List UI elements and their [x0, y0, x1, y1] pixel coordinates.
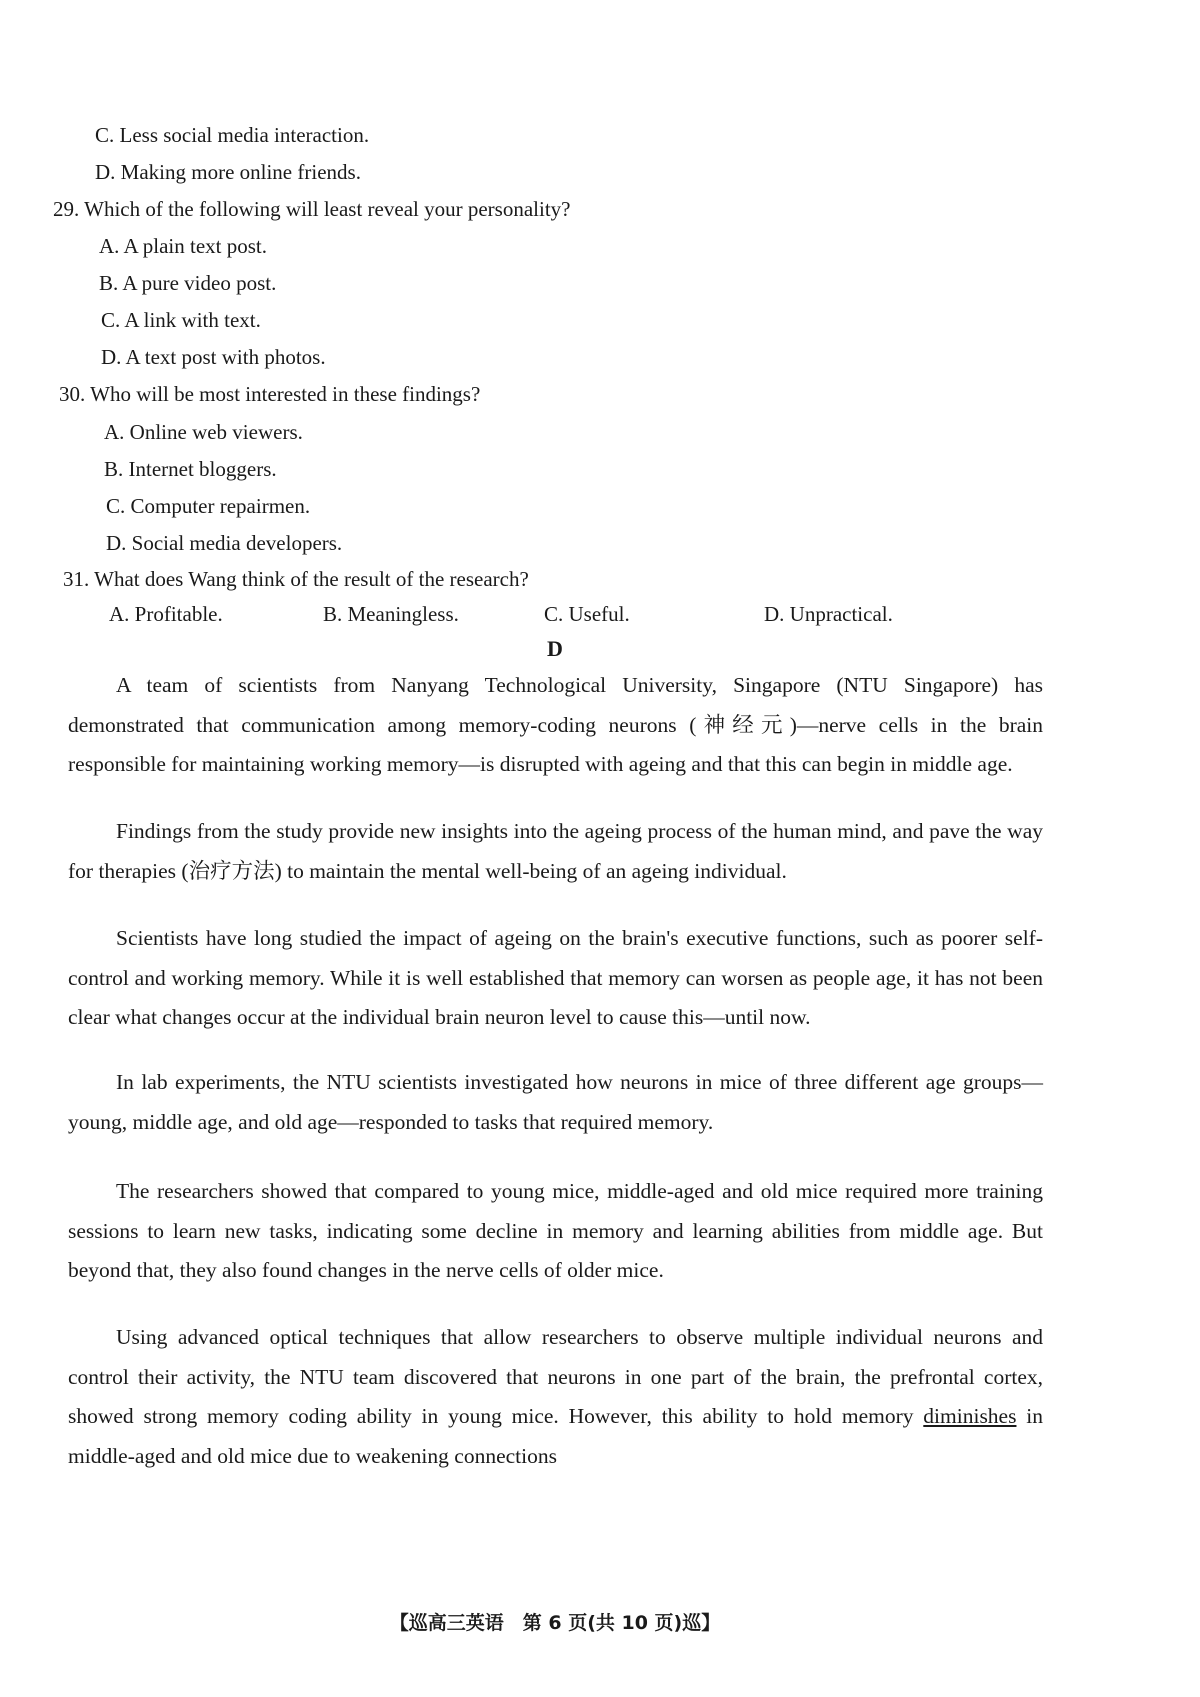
- q29-option-c: C. A link with text.: [101, 308, 261, 332]
- q29-option-d: D. A text post with photos.: [101, 345, 326, 369]
- q31-stem: 31. What does Wang think of the result of the research?: [63, 567, 529, 591]
- q31-option-d: D. Unpractical.: [764, 602, 893, 626]
- section-d-heading: D: [547, 636, 563, 661]
- q29-option-a: A. A plain text post.: [99, 234, 267, 258]
- passage-paragraph-2: Findings from the study provide new insights into the ageing process of the human mind, and pave the way for therapies (治疗方法) to maintain the mental well-being of an ageing individual.: [68, 819, 1043, 883]
- q30-option-d: D. Social media developers.: [106, 531, 343, 555]
- q28-option-d: D. Making more online friends.: [95, 160, 361, 184]
- underlined-word-diminishes: diminishes: [923, 1404, 1017, 1428]
- q29-stem: 29. Which of the following will least reveal your personality?: [53, 197, 571, 221]
- passage-paragraph-3: Scientists have long studied the impact of ageing on the brain's executive functions, such as poorer self-control and working memory. While it is well established that memory can worsen as people age, it has not been clear what changes occur at the individual brain neuron level to cause this—until now.: [68, 926, 1043, 1029]
- passage-paragraph-5: The researchers showed that compared to young mice, middle-aged and old mice required more training sessions to learn new tasks, indicating some decline in memory and learning abilities from middle age. But beyond that, they also found changes in the nerve cells of older mice.: [68, 1179, 1043, 1282]
- passage-paragraph-1: A team of scientists from Nanyang Technological University, Singapore (NTU Singapore) has demonstrated that communication among memory-coding neurons (神经元)—nerve cells in the brain responsible for maintaining working memory—is disrupted with ageing and that this can begin in middle age.: [68, 673, 1043, 776]
- page-footer: 【巡高三英语 第 6 页(共 10 页)巡】: [389, 1612, 721, 1634]
- paragraph-6-text-before: Using advanced optical techniques that allow researchers to observe multiple individual neurons and control their activity, the NTU team discovered that neurons in one part of the brain, the prefrontal cortex, showed strong memory coding ability in young mice. However, this ability to hold memory: [68, 1325, 1043, 1428]
- paragraph-6-text-after: in middle-aged and old mice due to weakening connections: [68, 1404, 1043, 1468]
- q31-option-c: C. Useful.: [544, 602, 630, 626]
- q31-option-b: B. Meaningless.: [323, 602, 459, 626]
- passage-paragraph-4: In lab experiments, the NTU scientists investigated how neurons in mice of three different age groups—young, middle age, and old age—responded to tasks that required memory.: [68, 1070, 1043, 1134]
- q30-option-b: B. Internet bloggers.: [104, 457, 277, 481]
- q31-options: [0, 601, 1110, 629]
- passage-paragraph-6: [68, 1318, 1043, 1476]
- q30-option-c: C. Computer repairmen.: [106, 494, 311, 518]
- q30-option-a: A. Online web viewers.: [104, 420, 303, 444]
- q28-option-c: C. Less social media interaction.: [95, 123, 370, 147]
- q31-option-a: A. Profitable.: [109, 602, 223, 626]
- q30-stem: 30. Who will be most interested in these findings?: [59, 382, 481, 406]
- q29-option-b: B. A pure video post.: [99, 271, 277, 295]
